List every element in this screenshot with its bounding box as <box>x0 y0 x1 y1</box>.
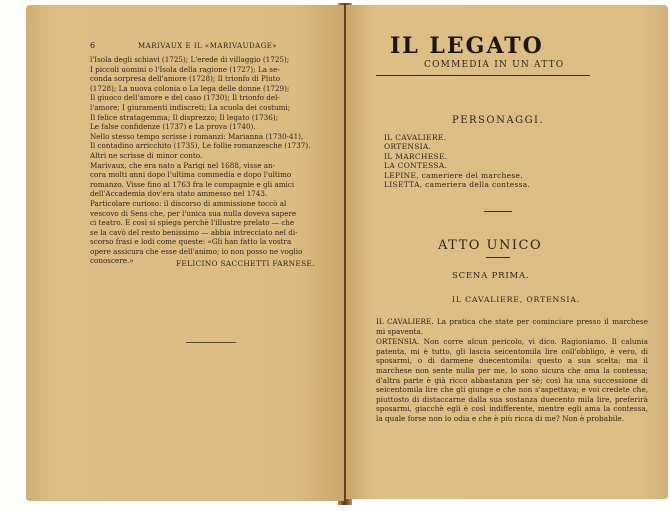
page-number: 6 <box>90 41 96 50</box>
scene-characters: IL CAVALIERE, ORTENSIA. <box>452 295 580 304</box>
title-rule <box>376 75 590 76</box>
body-line: Nello stesso tempo scrisse i romanzi: Marianna (1730-41), <box>90 131 304 141</box>
section-rule <box>484 211 512 212</box>
cast-member: IL CAVALIERE. <box>384 133 447 142</box>
cast-member: LISETTA, cameriera della contessa. <box>384 180 531 190</box>
cast-list <box>384 133 530 189</box>
cast-member: LA CONTESSA. <box>384 161 448 171</box>
body-line: opere assicura che esse dell'animo; io non posso ne voglio <box>90 246 303 256</box>
personaggi-heading: PERSONAGGI. <box>452 115 545 126</box>
play-subtitle: COMMEDIA IN UN ATTO <box>424 60 565 70</box>
cast-member: LEPINE, cameriere del marchese. <box>384 170 523 180</box>
cast-member: IL MARCHESE. <box>384 151 448 161</box>
body-line: Il contadino arricchito (1735), Le follie romanzesche (1737). <box>90 141 311 151</box>
body-line: Il giuoco dell'amore e del caso (1730); Il trionfo del- <box>90 93 280 103</box>
body-line: conoscere.» <box>90 256 134 266</box>
body-line: Il felice stratagemma; Il disprezzo; Il legato (1736); <box>90 112 279 122</box>
body-line: vescovo di Sens che, per l'unica sua nulla doveva sapere <box>90 208 297 218</box>
body-line: se la cavò del resto benissimo — abbia intrecciato nel di- <box>90 227 298 237</box>
play-title: IL LEGATO <box>390 33 544 59</box>
left-body-text <box>90 55 330 266</box>
body-line: conda sorpresa dell'amore (1728); Il trionfo di Pluto <box>90 74 281 84</box>
body-line: scorso frasi e lodi come queste: «Gli han fatto la vostra <box>90 237 292 247</box>
left-page <box>26 5 344 501</box>
body-line: Marivaux, che era nato a Parigi nel 1688, visse an- <box>90 160 276 170</box>
body-line: ci teatro. E così si spiega perchè l'illustre prelato — che <box>90 218 295 228</box>
dialogue-line: ORTENSIA. Non corre alcun pericolo, vi dico. Ragioniamo. Il calunia patenta, mi è tutto, gli lascia seicentomila lire coll'obbligo, è vero, di sposarmi, o di darmene duecentomila: questo a sua scelta; ma il marchese non sente nulla per me, lo sono sicura che ama la contessa; d'altra parte è già ricco abbastanza per sè; così ha una successione di seicentomila lire che gli giunge e che non s'aspettava; e voi credete che, piuttosto di distaccarne dalla sua sostanza duecento mila lire, preferirà sposarmi, giacchè egli è così indifferente, mentre egli ama la contessa, la quale forse non lo odia e che è più ricca di me? Non è probabile. <box>376 337 648 423</box>
running-head: MARIVAUX E IL «MARIVAUDAGE» <box>138 42 278 50</box>
body-line: Particolare curioso: il discorso di ammissione toccò al <box>90 198 287 208</box>
dialogue-block <box>376 317 648 424</box>
body-line: (1728); La nuova colonia o La lega delle donne (1729); <box>90 83 290 93</box>
scene-heading: SCENA PRIMA. <box>452 271 530 281</box>
right-page <box>346 5 668 499</box>
body-line: cora molti anni dopo l'ultima commedia e dopo l'ultimo <box>90 170 292 180</box>
signature: FELICINO SACCHETTI FARNESE. <box>176 259 315 268</box>
body-line: romanzo. Visse fino al 1763 fra le compagnie e gli amici <box>90 179 295 189</box>
body-line: l'amore; I giuramenti indiscreti; La scuola dei costumi; <box>90 102 291 112</box>
act-rule <box>486 257 510 258</box>
body-line: dell'Accademia dov'era stato ammesso nel 1743. <box>90 189 268 199</box>
body-line: l'Isola degli schiavi (1725); L'erede di villaggio (1725); <box>90 55 290 64</box>
act-heading: ATTO UNICO <box>438 238 543 253</box>
left-page-rule <box>186 342 236 343</box>
cast-member: ORTENSIA. <box>384 142 432 152</box>
dialogue-line: IL CAVALIERE. La pratica che state per cominciare presso il marchese mi spaventa. <box>376 317 648 336</box>
body-line: Altri ne scrisse di minor conto. <box>90 150 203 160</box>
body-line: Le false confidenze (1737) e La prova (1740). <box>90 122 256 132</box>
body-line: I piccoli uomini o l'Isola della ragione (1727); La se- <box>90 64 280 74</box>
